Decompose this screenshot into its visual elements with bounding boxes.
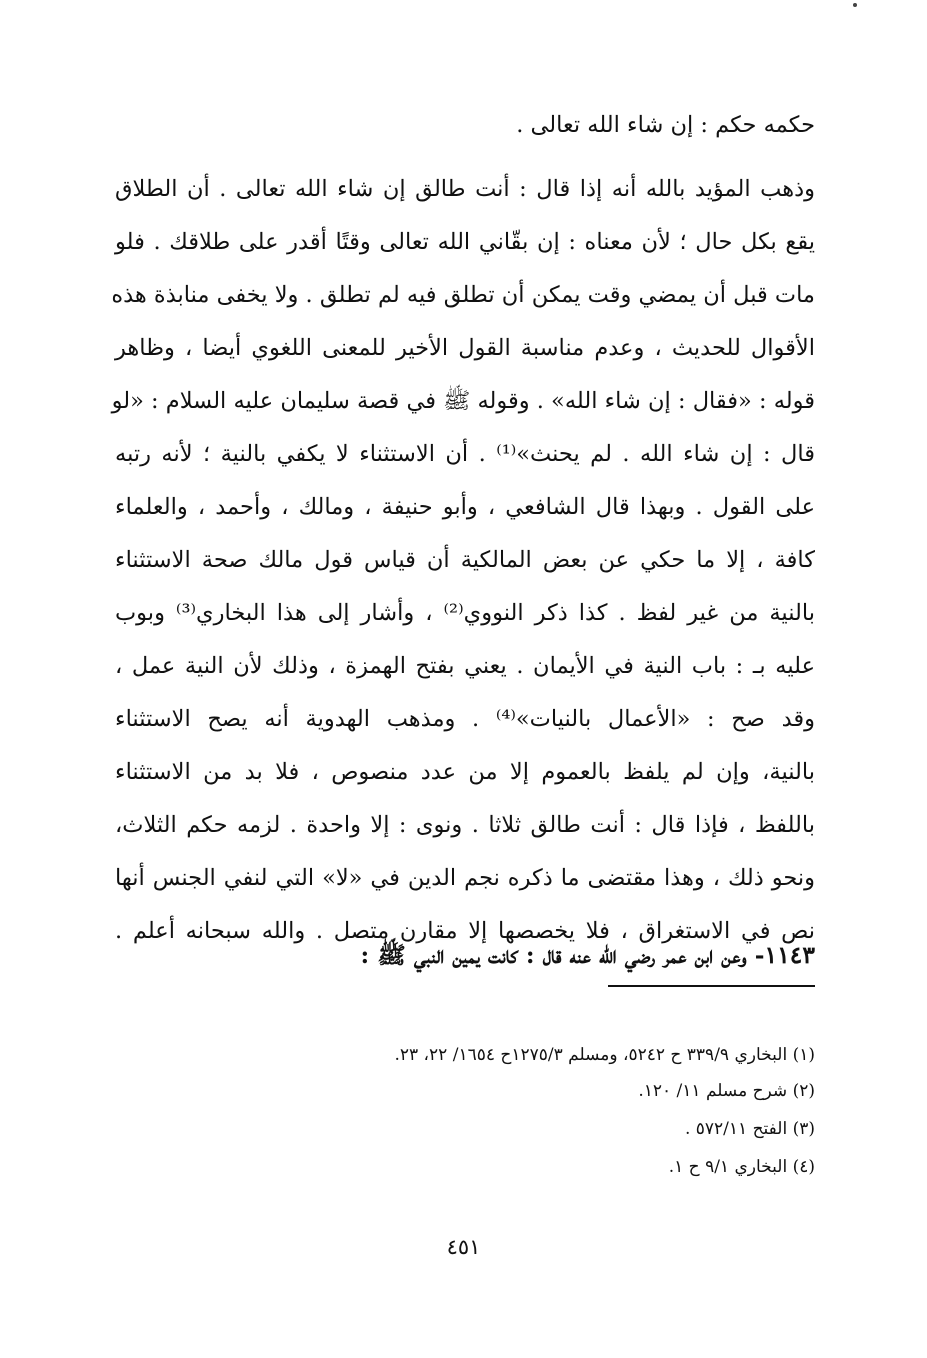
footnote-2: (٢) شرح مسلم ١١/ ١٢٠. xyxy=(638,1081,815,1101)
text-line: وذهب المؤيد بالله أنه إذا قال : أنت طالق إن شاء الله تعالى . أن الطلاق xyxy=(115,176,815,202)
text-line: مات قبل أن يمضي وقت يمكن أن تطلق فيه لم تطلق . ولا يخفى منابذة هذه xyxy=(111,282,815,308)
footnote-4: (٤) البخاري ٩/١ ح ١. xyxy=(668,1157,815,1177)
footnote-divider xyxy=(608,985,815,987)
text-line: باللفظ ، فإذا قال : أنت طالق ثلاثا . ونوى : إلا واحدة . لزمه حكم الثلاث، xyxy=(115,812,815,838)
footnote-1: (١) البخاري ٣٣٩/٩ ح ٥٢٤٢، ومسلم ١٢٧٥/٣ح ١٦٥٤/ ٢٢، ٢٣. xyxy=(394,1045,815,1065)
text-line: حكمه حكم : إن شاء الله تعالى . xyxy=(516,112,815,138)
text-line: ونحو ذلك ، وهذا مقتضى ما ذكره نجم الدين في «لا» التي لنفي الجنس أنها xyxy=(115,865,815,891)
footnote-3: (٣) الفتح ٥٧٢/١١ . xyxy=(684,1119,815,1139)
text-line: بالنية من غير لفظ . كذا ذكر النووي⁽²⁾ ، وأشار إلى هذا البخاري⁽³⁾ وبوب xyxy=(115,600,815,626)
text-line: قوله : «فقال : إن شاء الله» . وقوله ﷺ في قصة سليمان عليه السلام : «لو xyxy=(111,388,815,414)
text-line: الأقوال للحديث ، وعدم مناسبة القول الأخير للمعنى اللغوي أيضا ، وظاهر xyxy=(115,335,815,361)
hadith-heading: ١١٤٣- وعن ابن عمر رضي الله عنه قال : كانت يمين النبي ﷺ : xyxy=(360,941,815,969)
scan-speck xyxy=(853,3,857,7)
text-line: نص في الاستغراق ، فلا يخصصها إلا مقارن متصل . والله سبحانه أعلم . xyxy=(115,918,815,944)
text-line: وقد صح : «الأعمال بالنيات»⁽⁴⁾ . ومذهب الهدوية أنه يصح الاستثناء xyxy=(115,706,815,732)
text-line: يقع بكل حال ؛ لأن معناه : إن بقّاني الله تعالى وقتًا أقدر على طلاقك . فلو xyxy=(115,229,815,255)
text-line: قال : إن شاء الله . لم يحنث»⁽¹⁾ . أن الاستثناء لا يكفي بالنية ؛ لأنه رتبه xyxy=(115,441,815,467)
text-line: على القول . وبهذا قال الشافعي ، وأبو حنيفة ، ومالك ، وأحمد ، والعلماء xyxy=(115,494,815,520)
page-number: ٤٥١ xyxy=(446,1235,481,1259)
text-line: كافة ، إلا ما حكي عن بعض المالكية أن قياس قول مالك صحة الاستثناء xyxy=(115,547,815,573)
text-line: عليه بـ : باب النية في الأيمان . يعني بفتح الهمزة ، وذلك لأن النية عمل ، xyxy=(115,653,815,679)
text-line: بالنية، وإن لم يلفظ بالعموم إلا من عدد منصوص ، فلا بد من الاستثناء xyxy=(115,759,815,785)
